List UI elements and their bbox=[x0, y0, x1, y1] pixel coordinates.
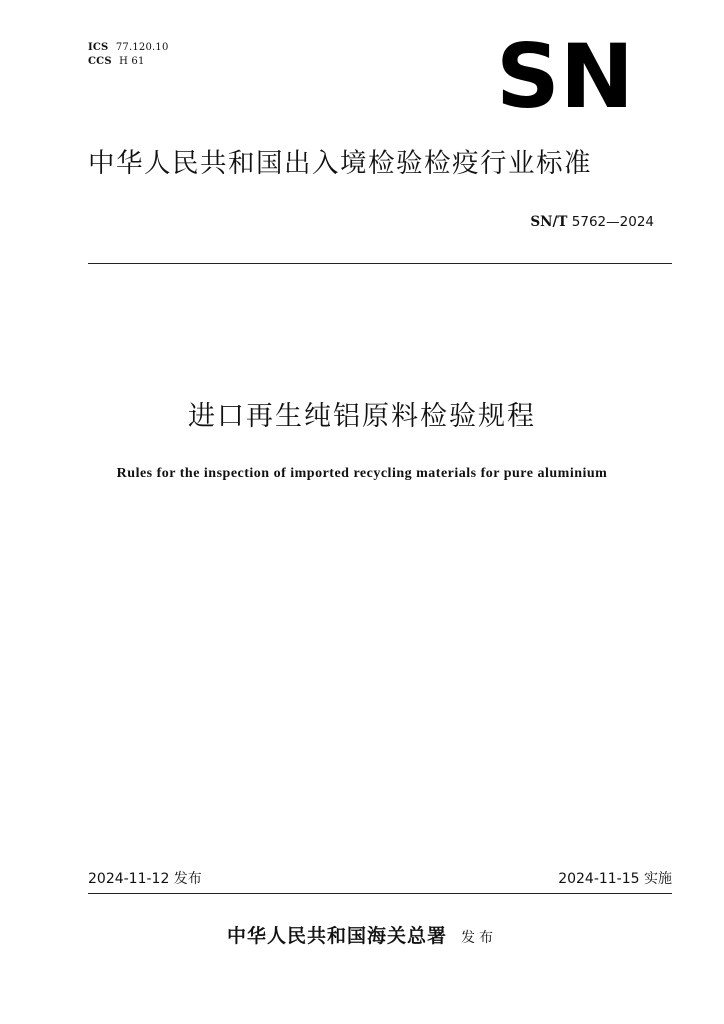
ccs-label: CCS bbox=[88, 56, 112, 67]
issuer-line bbox=[0, 923, 724, 951]
publish-label: 发布 bbox=[461, 930, 497, 946]
standard-prefix: SN/T bbox=[530, 214, 568, 230]
ics-code bbox=[88, 41, 169, 55]
document-english-title: Rules for the inspection of imported recycling materials for pure aluminium bbox=[116, 466, 608, 481]
implementation-date: 2024-11-15 实施 bbox=[558, 871, 672, 887]
top-divider bbox=[88, 263, 672, 264]
ics-label: ICS bbox=[88, 42, 109, 53]
ics-value: 77.120.10 bbox=[115, 42, 169, 53]
ccs-code bbox=[88, 55, 169, 69]
ccs-value: H 61 bbox=[119, 56, 145, 67]
document-title: 进口再生纯铝原料检验规程 bbox=[188, 401, 536, 432]
sn-logo bbox=[494, 38, 636, 108]
org-title: 中华人民共和国出入境检验检疫行业标准 bbox=[88, 148, 592, 179]
sn-logo-text: SN bbox=[496, 38, 634, 108]
classification-codes bbox=[88, 41, 169, 69]
issuer-name: 中华人民共和国海关总署 bbox=[226, 925, 447, 947]
issue-date: 2024-11-12 发布 bbox=[88, 871, 202, 887]
bottom-divider bbox=[88, 893, 672, 894]
standard-number bbox=[530, 213, 654, 231]
standard-number-value: 5762—2024 bbox=[571, 214, 654, 230]
